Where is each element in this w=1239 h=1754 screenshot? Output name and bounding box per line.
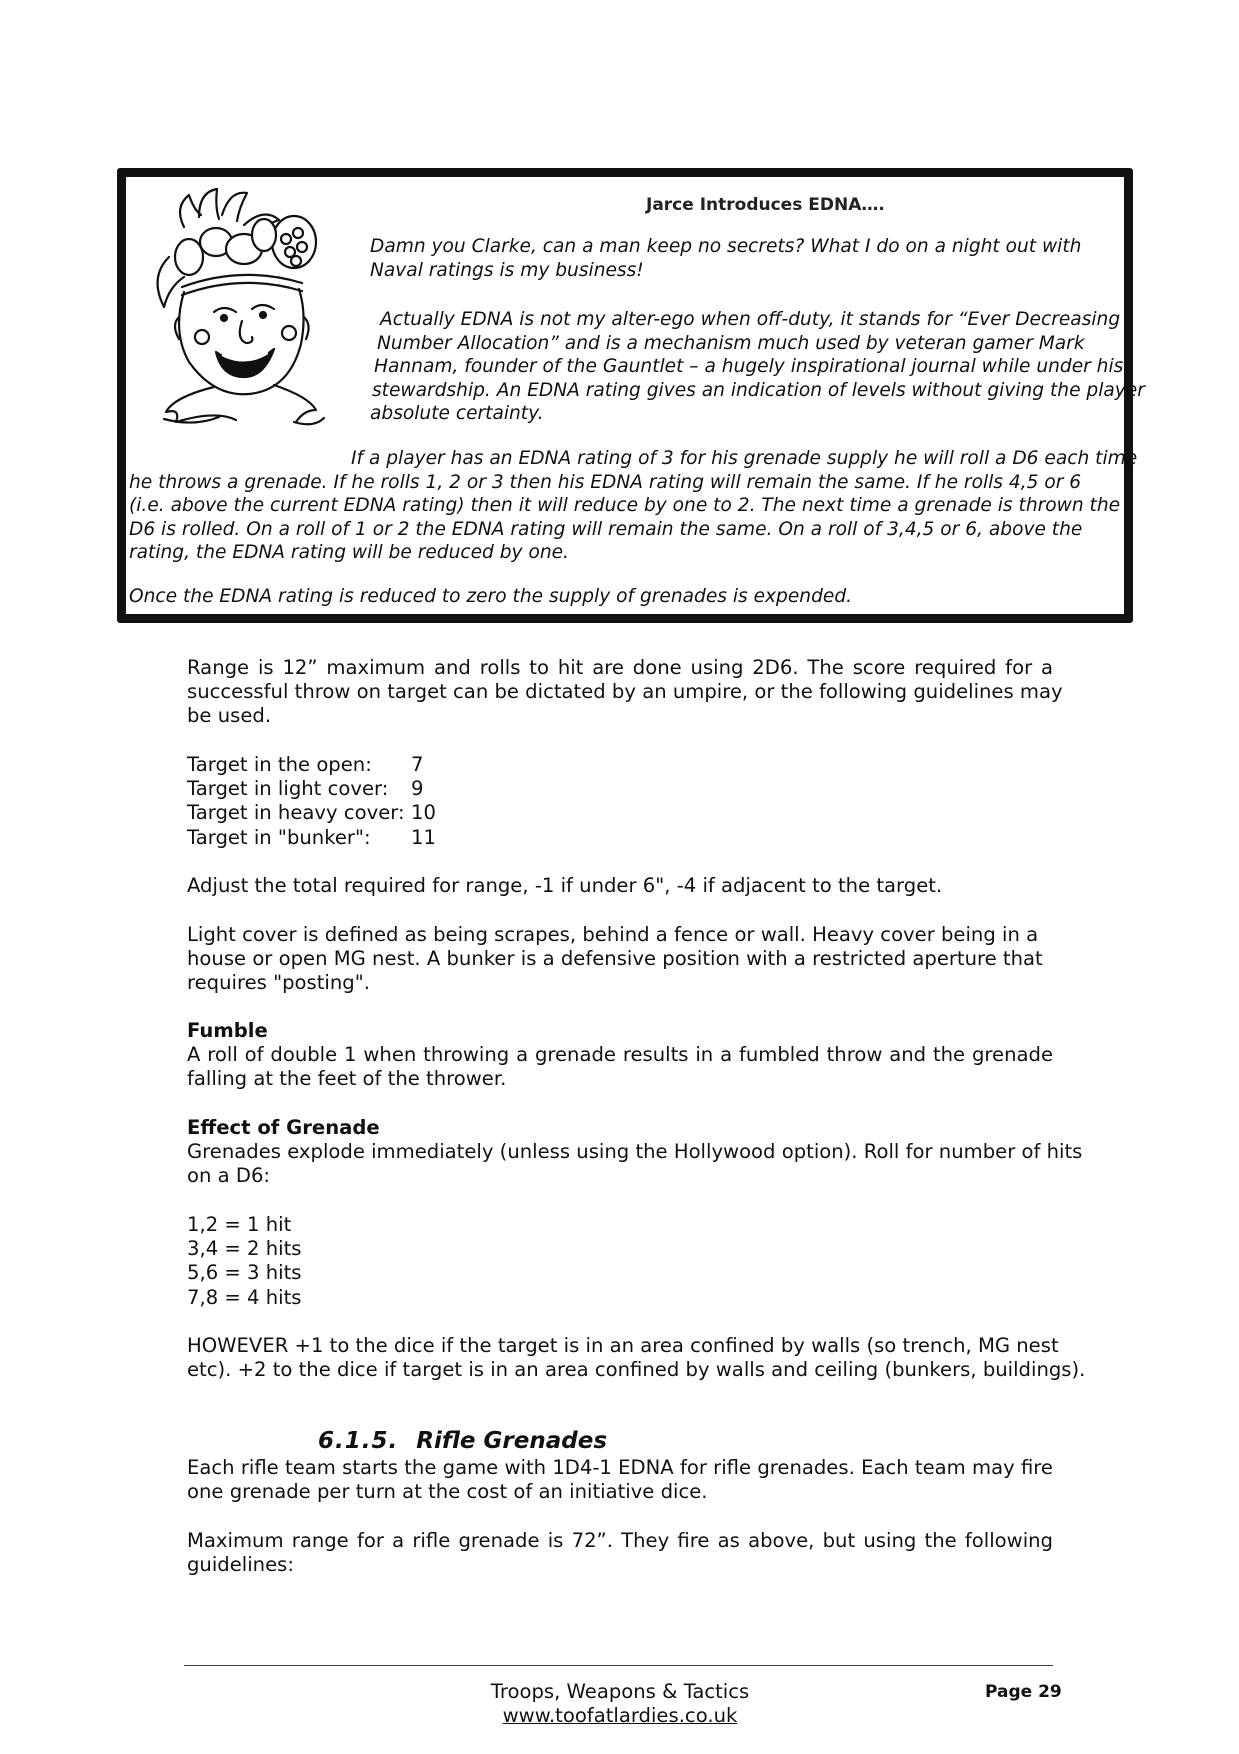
text-line: guidelines: [187,1553,294,1577]
footer-title: Troops, Weapons & Tactics [490,1680,750,1703]
target-table [187,753,436,850]
page-number: Page 29 [985,1682,1062,1702]
effect-heading: Effect of Grenade [187,1116,380,1139]
target-value: 11 [411,825,436,849]
text-line: he throws a grenade. If he rolls 1, 2 or 3 then his EDNA rating will remain the same. If he rolls 4,5 or 6 [129,471,1082,493]
text-line: D6 is rolled. On a roll of 1 or 2 the EDNA rating will remain the same. On a roll of 3,4,5 or 6, above the [129,518,1083,540]
sidebar-title: Jarce Introduces EDNA…. [646,195,885,215]
target-label: Target in light cover: [187,777,389,801]
text-line: Actually EDNA is not my alter-ego when off-duty, it stands for “Ever Decreasing [380,309,1121,330]
text-line: Light cover is defined as being scrapes, behind a fence or wall. Heavy cover being in a [187,923,1039,946]
target-value: 7 [411,753,424,776]
text-line: etc). +2 to the dice if target is in an area confined by walls and ceiling (bunkers, buildings). [187,1358,1086,1382]
text-line: requires "posting". [187,971,370,995]
text-line: falling at the feet of the thrower. [187,1067,507,1091]
however-paragraph [187,1334,1086,1382]
text-line: Range is 12” maximum and rolls to hit are done using 2D6. The score required for a [187,656,1053,679]
text-line: Hannam, founder of the Gauntlet – a hugely inspirational journal while under his [374,356,1124,377]
adjust-paragraph [187,874,1053,898]
hits-list [187,1213,1053,1310]
sidebar-paragraph-2 [370,308,1145,426]
target-row [187,826,436,850]
text-line: Each rifle team starts the game with 1D4-1 EDNA for rifle grenades. Each team may fire [187,1456,1053,1479]
section-heading [318,1428,607,1454]
text-line: Grenades explode immediately (unless using the Hollywood option). Roll for number of hits [187,1140,1083,1164]
fumble-section [187,1019,1053,1092]
text-line: Maximum range for a rifle grenade is 72”. They fire as above, but using the following [187,1529,1053,1552]
target-label: Target in heavy cover: [187,801,405,825]
text-line: Damn you Clarke, can a man keep no secrets? What I do on a night out with [370,236,1082,257]
text-line: stewardship. An EDNA rating gives an indication of levels without giving the player [372,379,1145,401]
text-line: rating, the EDNA rating will be reduced by one. [129,542,569,563]
text-line: absolute certainty. [370,403,544,424]
text-line: Number Allocation” and is a mechanism much used by veteran gamer Mark [377,332,1085,354]
footer-divider [184,1665,1053,1666]
sidebar-paragraph-4 [129,585,852,609]
effect-section [187,1116,1083,1189]
jarce-cartoon-illustration [144,187,344,432]
fumble-heading: Fumble [187,1019,268,1042]
target-row [187,777,436,801]
target-value: 9 [411,777,424,801]
target-row [187,753,436,777]
edna-sidebar-box [117,168,1145,623]
section-number: 6.1.5. [318,1428,399,1454]
target-row [187,801,436,825]
sidebar-paragraph-1 [370,235,1081,282]
text-line: be used. [187,704,272,728]
text-line: Naval ratings is my business! [370,259,644,281]
rifle-paragraph [187,1456,1053,1504]
text-line: Once the EDNA rating is reduced to zero the supply of grenades is expended. [129,586,853,607]
text-line: successful throw on target can be dictated by an umpire, or the following guidelines may [187,680,1063,704]
text-line: If a player has an EDNA rating of 3 for his grenade supply he will roll a D6 each time [351,448,1138,469]
hits-item: 1,2 = 1 hit [187,1213,292,1236]
footer-link[interactable]: www.toofatlardies.co.uk [502,1704,738,1727]
text-line: on a D6: [187,1164,271,1188]
text-line: HOWEVER +1 to the dice if the target is in an area confined by walls (so trench, MG nest [187,1334,1059,1357]
target-label: Target in the open: [187,753,372,776]
text-line: (i.e. above the current EDNA rating) then it will reduce by one to 2. The next time a grenade is thrown the [129,495,1121,516]
text-line: one grenade per turn at the cost of an initiative dice. [187,1480,708,1504]
text-line: Adjust the total required for range, -1 if under 6", -4 if adjacent to the target. [187,874,943,897]
sidebar-paragraph-3 [129,447,1137,565]
text-line: A roll of double 1 when throwing a grenade results in a fumbled throw and the grenade [187,1043,1053,1067]
hits-item: 5,6 = 3 hits [187,1261,302,1285]
hits-item: 7,8 = 4 hits [187,1285,302,1309]
range-paragraph [187,656,1063,729]
max-range-paragraph [187,1529,1053,1577]
target-value: 10 [411,801,436,825]
cover-paragraph [187,923,1053,996]
hits-item: 3,4 = 2 hits [187,1237,302,1261]
section-title: Rifle Grenades [416,1428,608,1454]
target-label: Target in "bunker": [187,825,371,849]
text-line: house or open MG nest. A bunker is a defensive position with a restricted aperture that [187,947,1043,971]
